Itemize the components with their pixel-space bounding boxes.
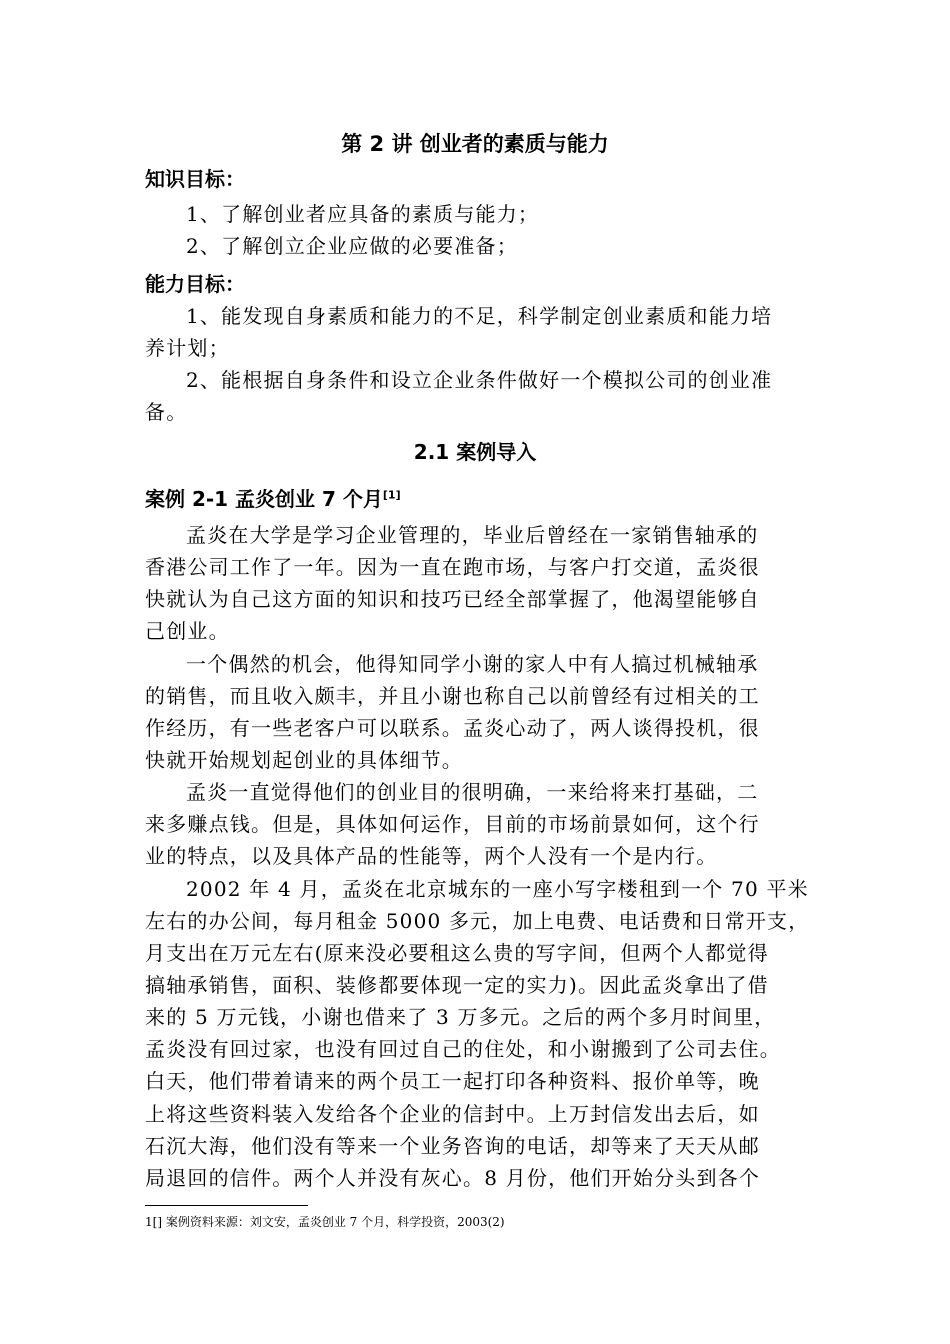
ability-goal-line: 备。 bbox=[145, 400, 188, 424]
case-heading bbox=[145, 483, 401, 512]
case-body-line: 月支出在万元左右(原来没必要租这么贵的写字间，但两个人都觉得 bbox=[145, 941, 769, 965]
case-body-line: 快就认为自己这方面的知识和技巧已经全部掌握了，他渴望能够自 bbox=[145, 587, 760, 611]
case-body-line: 来的 5 万元钱，小谢也借来了 3 万多元。之后的两个多月时间里， bbox=[145, 1005, 776, 1029]
knowledge-goal-item: 2、了解创立企业应做的必要准备； bbox=[186, 234, 518, 258]
knowledge-goal-item: 1、了解创业者应具备的素质与能力； bbox=[186, 202, 540, 226]
case-body-line: 局退回的信件。两个人并没有灰心。8 月份，他们开始分头到各个 bbox=[145, 1166, 761, 1190]
ability-goal-line: 养计划； bbox=[145, 336, 230, 360]
case-body-line: 白天，他们带着请来的两个员工一起打印各种资料、报价单等，晚 bbox=[145, 1069, 760, 1093]
ability-goal-line: 2、能根据自身条件和设立企业条件做好一个模拟公司的创业准 bbox=[186, 368, 773, 392]
case-body-line: 己创业。 bbox=[145, 619, 230, 643]
case-body-line: 的销售，而且收入颇丰，并且小谢也称自己以前曾经有过相关的工 bbox=[145, 684, 760, 708]
case-body-line: 石沉大海，他们没有等来一个业务咨询的电话，却等来了天天从邮 bbox=[145, 1134, 760, 1158]
case-body-line: 香港公司工作了一年。因为一直在跑市场，与客户打交道，孟炎很 bbox=[145, 555, 760, 579]
case-body-line: 一个偶然的机会，他得知同学小谢的家人中有人搞过机械轴承 bbox=[186, 652, 759, 676]
ability-goals-heading: 能力目标： bbox=[145, 272, 245, 296]
case-body-line: 业的特点，以及具体产品的性能等，两个人没有一个是内行。 bbox=[145, 844, 718, 868]
case-body-line: 搞轴承销售，面积、装修都要体现一定的实力)。因此孟炎拿出了借 bbox=[145, 973, 769, 997]
case-body-line: 来多赚点钱。但是，具体如何运作，目前的市场前景如何，这个行 bbox=[145, 812, 760, 836]
ability-goal-line: 1、能发现自身素质和能力的不足，科学制定创业素质和能力培 bbox=[186, 304, 773, 328]
case-body-line: 上将这些资料装入发给各个企业的信封中。上万封信发出去后，如 bbox=[145, 1102, 760, 1126]
case-body-line: 作经历，有一些老客户可以联系。孟炎心动了，两人谈得投机，很 bbox=[145, 716, 760, 740]
case-body-line: 左右的办公间，每月租金 5000 多元，加上电费、电话费和日常开支， bbox=[145, 909, 810, 933]
case-body-line: 孟炎没有回过家，也没有回过自己的住处，和小谢搬到了公司去住。 bbox=[145, 1037, 781, 1061]
case-body-line: 孟炎一直觉得他们的创业目的很明确，一来给将来打基础，二 bbox=[186, 780, 759, 804]
knowledge-goals-heading: 知识目标： bbox=[145, 167, 245, 191]
case-body-line: 孟炎在大学是学习企业管理的，毕业后曾经在一家销售轴承的 bbox=[186, 523, 759, 547]
lecture-title: 第 2 讲 创业者的素质与能力 bbox=[341, 132, 609, 156]
case-body-line: 2002 年 4 月，孟炎在北京城东的一座小写字楼租到一个 70 平米 bbox=[186, 877, 809, 901]
footnote-ref: [1] bbox=[382, 488, 401, 502]
footnote: 1[] 案例资料来源：刘文安，孟炎创业 7 个月，科学投资，2003(2) bbox=[145, 1215, 505, 1229]
footnote-separator bbox=[145, 1205, 308, 1206]
case-body-line: 快就开始规划起创业的具体细节。 bbox=[145, 748, 463, 772]
case-heading-text: 案例 2-1 孟炎创业 7 个月 bbox=[145, 487, 383, 511]
section-title: 2.1 案例导入 bbox=[413, 440, 537, 464]
